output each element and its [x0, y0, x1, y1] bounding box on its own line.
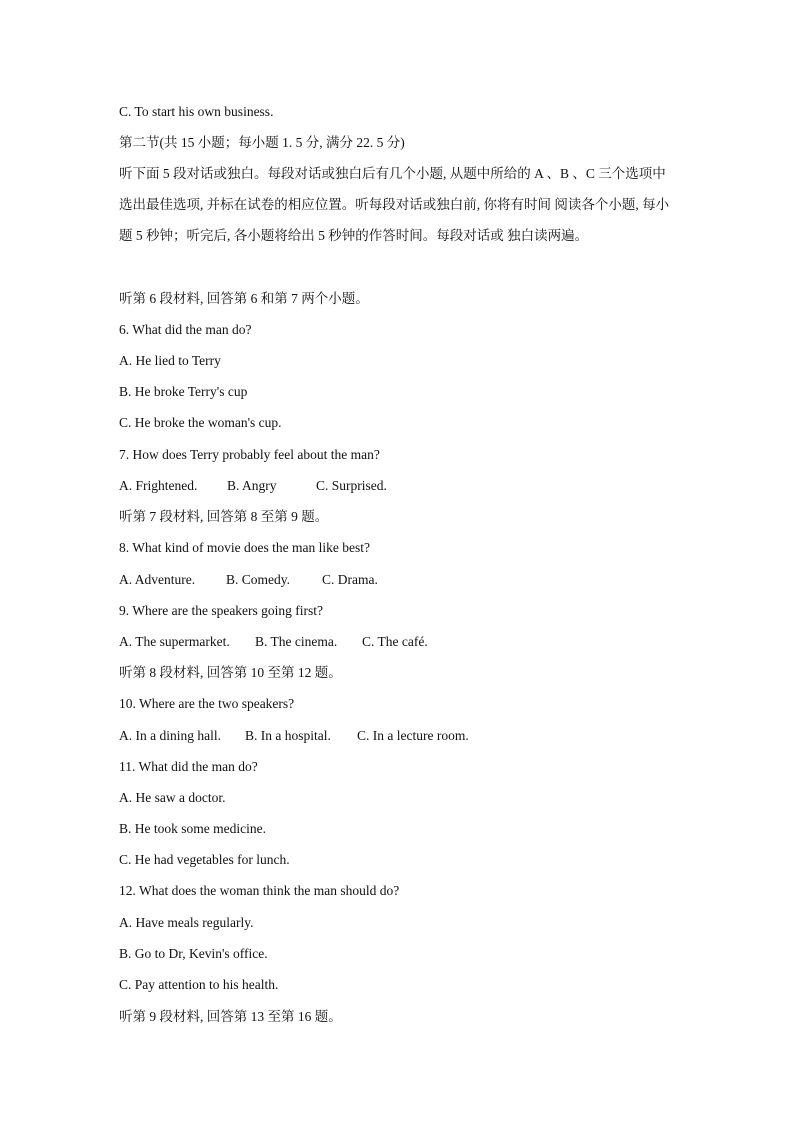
- question-7-option-c: C. Surprised.: [316, 478, 387, 493]
- instructions-paragraph: 听下面 5 段对话或独白。每段对话或独白后有几个小题, 从题中所给的 A 、B 、C 三个选项中选出最佳选项, 并标在试卷的相应位置。听每段对话或独白前, 你将有时间 阅读各个小题, 每小题 5 秒钟；听完后, 各小题将给出 5 秒钟的作答时间。每段对话或 独白读两遍。: [119, 166, 670, 243]
- material-7-heading: 听第 7 段材料, 回答第 8 至第 9 题。: [119, 509, 329, 524]
- question-7-option-a: A. Frightened.: [119, 478, 198, 493]
- question-12-option-c: C. Pay attention to his health.: [119, 977, 279, 992]
- question-10-option-a: A. In a dining hall.: [119, 728, 221, 743]
- question-6-option-c: C. He broke the woman's cup.: [119, 415, 282, 430]
- question-8-option-b: B. Comedy.: [226, 572, 290, 587]
- question-8-option-c: C. Drama.: [322, 572, 378, 587]
- question-6-option-b: B. He broke Terry's cup: [119, 384, 248, 399]
- question-10: 10. Where are the two speakers?: [119, 696, 295, 711]
- material-6-heading: 听第 6 段材料, 回答第 6 和第 7 两个小题。: [119, 291, 369, 306]
- material-8-heading: 听第 8 段材料, 回答第 10 至第 12 题。: [119, 665, 342, 680]
- question-10-option-c: C. In a lecture room.: [357, 728, 469, 743]
- question-7-option-b: B. Angry: [227, 478, 277, 493]
- question-6: 6. What did the man do?: [119, 322, 252, 337]
- question-8: 8. What kind of movie does the man like best?: [119, 540, 370, 555]
- question-6-option-a: A. He lied to Terry: [119, 353, 221, 368]
- section-header: 第二节(共 15 小题；每小题 1. 5 分, 满分 22. 5 分): [119, 135, 405, 150]
- question-11-option-a: A. He saw a doctor.: [119, 790, 226, 805]
- question-5-option-c: C. To start his own business.: [119, 104, 274, 119]
- question-9-option-b: B. The cinema.: [255, 634, 338, 649]
- question-8-option-a: A. Adventure.: [119, 572, 196, 587]
- question-12: 12. What does the woman think the man should do?: [119, 883, 400, 898]
- question-11: 11. What did the man do?: [119, 759, 258, 774]
- material-9-heading: 听第 9 段材料, 回答第 13 至第 16 题。: [119, 1009, 342, 1024]
- question-11-option-b: B. He took some medicine.: [119, 821, 266, 836]
- question-12-option-a: A. Have meals regularly.: [119, 915, 254, 930]
- question-7: 7. How does Terry probably feel about the man?: [119, 447, 380, 462]
- question-12-option-b: B. Go to Dr, Kevin's office.: [119, 946, 268, 961]
- question-11-option-c: C. He had vegetables for lunch.: [119, 852, 290, 867]
- question-10-option-b: B. In a hospital.: [245, 728, 331, 743]
- question-9-option-c: C. The café.: [362, 634, 428, 649]
- question-9-options: [119, 633, 428, 651]
- question-8-options: [119, 571, 378, 589]
- question-9-option-a: A. The supermarket.: [119, 634, 230, 649]
- question-7-options: [119, 477, 387, 495]
- question-9: 9. Where are the speakers going first?: [119, 603, 324, 618]
- question-10-options: [119, 727, 469, 745]
